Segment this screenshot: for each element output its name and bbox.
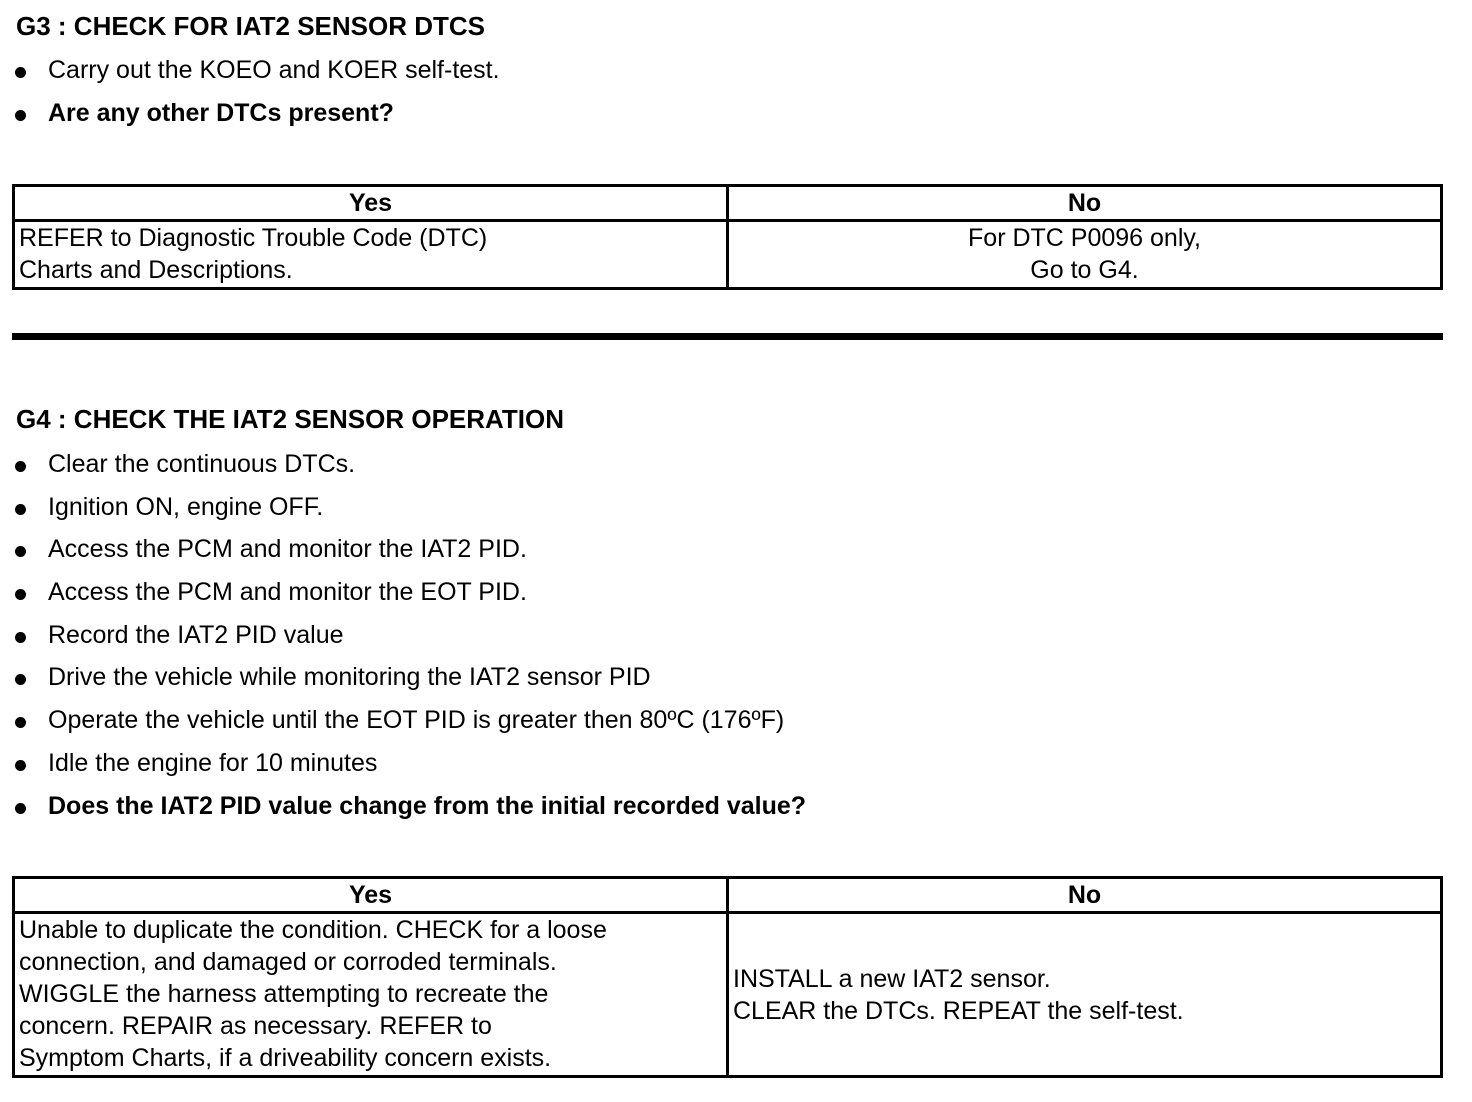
list-item [14,748,806,791]
step-text: Access the PCM and monitor the IAT2 PID. [48,535,527,564]
no-header: No [728,878,1442,913]
bullet-icon [15,461,26,472]
yes-cell: Unable to duplicate the condition. CHECK for a loose connection, and damaged or corroded terminals. WIGGLE the harness attempting to recreate the concern. REPAIR as necessary. REFER to Symptom Charts, if a driveability concern exists. [14,913,728,1077]
no-cell: INSTALL a new IAT2 sensor. CLEAR the DTCs. REPEAT the self-test. [728,913,1442,1077]
yes-header: Yes [14,186,728,221]
bullet-icon [15,67,26,78]
step-text: Drive the vehicle while monitoring the IAT2 sensor PID [48,663,651,692]
g4-decision-table [12,876,1443,1078]
yes-header: Yes [14,878,728,913]
step-text: Carry out the KOEO and KOER self-test. [48,56,500,84]
list-item [14,791,806,834]
list-item [14,577,806,620]
yes-cell: REFER to Diagnostic Trouble Code (DTC) Charts and Descriptions. [14,221,728,289]
bullet-icon [15,760,26,771]
step-text: Access the PCM and monitor the EOT PID. [48,578,527,607]
bullet-icon [15,110,26,121]
step-text: Record the IAT2 PID value [48,620,344,649]
list-item [14,449,806,492]
list-item [14,534,806,577]
g3-heading: G3 : CHECK FOR IAT2 SENSOR DTCS [16,11,486,41]
g3-decision-table [12,184,1443,290]
list-item [14,662,806,705]
g3-step-list [14,55,500,140]
bullet-icon [15,632,26,643]
list-item [14,620,806,663]
list-item [14,98,500,141]
list-item [14,492,806,535]
bullet-icon [15,717,26,728]
no-cell: For DTC P0096 only, Go to G4. [728,221,1442,289]
bullet-icon [15,589,26,600]
list-item [14,705,806,748]
bullet-icon [15,674,26,685]
step-text: Idle the engine for 10 minutes [48,748,378,777]
bullet-icon [15,803,26,814]
step-text: Operate the vehicle until the EOT PID is greater then 80ºC (176ºF) [48,706,785,735]
g4-step-list [14,449,806,833]
question-text: Are any other DTCs present? [48,98,394,127]
step-text: Clear the continuous DTCs. [48,450,356,478]
question-text: Does the IAT2 PID value change from the initial recorded value? [48,791,807,820]
step-text: Ignition ON, engine OFF. [48,492,324,521]
bullet-icon [15,504,26,515]
bullet-icon [15,546,26,557]
g4-heading: G4 : CHECK THE IAT2 SENSOR OPERATION [16,404,564,434]
no-header: No [728,186,1442,221]
section-divider [12,333,1443,340]
list-item [14,55,500,98]
